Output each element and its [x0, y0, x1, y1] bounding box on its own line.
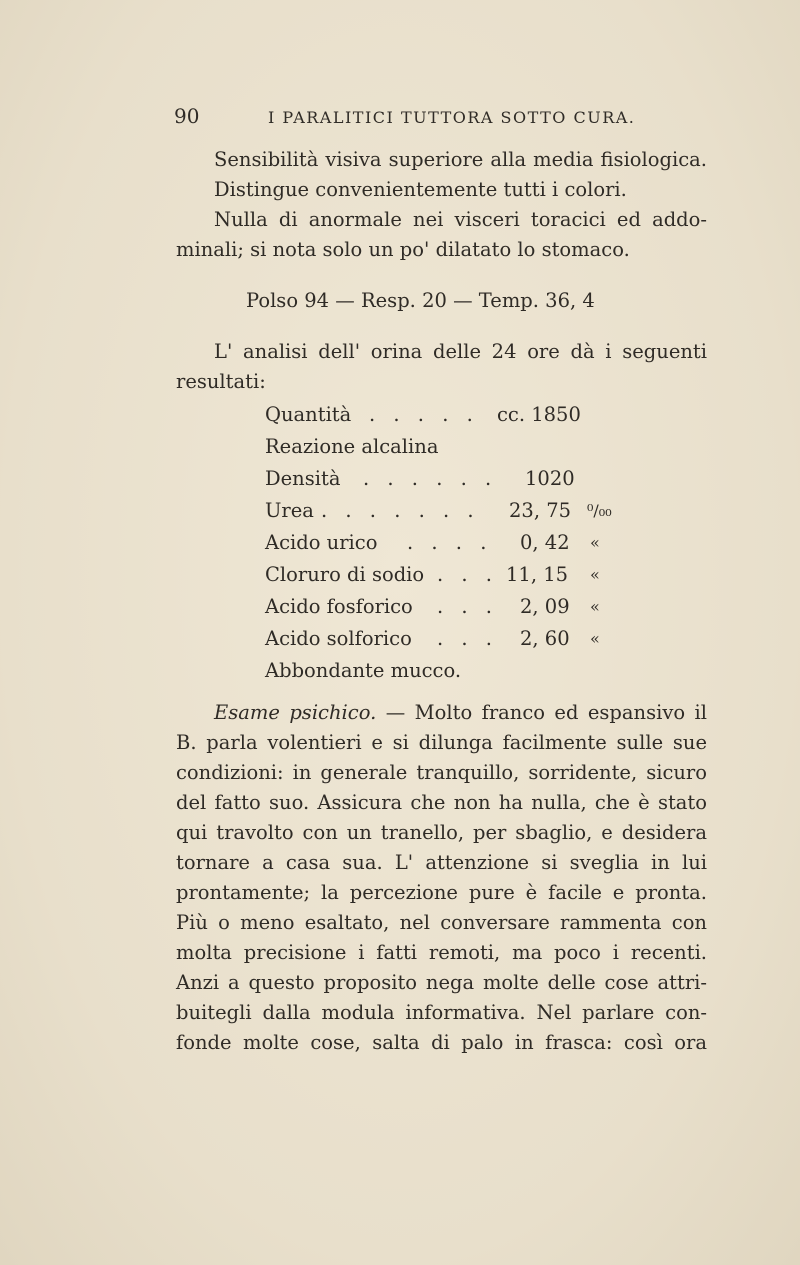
exam-line: fonde molte cose, salta di palo in frasca: così ora	[176, 1031, 707, 1054]
row-label: Densità	[265, 467, 341, 490]
table-row	[265, 659, 625, 685]
table-row	[265, 499, 625, 525]
row-value: 11, 15	[506, 563, 569, 586]
row-unit: ⁰/₀₀	[587, 501, 612, 520]
running-header	[174, 104, 714, 134]
table-row	[265, 531, 625, 557]
table-row	[265, 563, 625, 589]
row-value: 0, 42	[520, 531, 570, 554]
running-title: I PARALITICI TUTTORA SOTTO CURA.	[268, 108, 636, 127]
row-label: Abbondante mucco.	[265, 659, 462, 682]
intro-line: Sensibilità visiva superiore alla media fisiologica.	[214, 148, 707, 171]
row-label: Acido fosforico	[265, 595, 413, 618]
row-value: cc. 1850	[497, 403, 581, 426]
leader-dots: . . . . . . .	[321, 499, 480, 522]
exam-first-line	[214, 701, 707, 725]
leader-dots: . . .	[437, 627, 498, 650]
row-label: Reazione alcalina	[265, 435, 439, 458]
row-label: Urea	[265, 499, 314, 522]
leader-dots: . . .	[437, 595, 498, 618]
exam-line: molta precisione i fatti remoti, ma poco i recenti.	[176, 941, 707, 964]
exam-line: Anzi a questo proposito nega molte delle cose attri-	[176, 971, 707, 994]
exam-line: buitegli dalla modula informativa. Nel parlare con-	[176, 1001, 707, 1024]
exam-line: qui travolto con un tranello, per sbaglio, e desidera	[176, 821, 707, 844]
row-label: Cloruro di sodio	[265, 563, 425, 586]
exam-line: Più o meno esaltato, nel conversare rammenta con	[176, 911, 707, 934]
exam-line: del fatto suo. Assicura che non ha nulla, che è stato	[176, 791, 707, 814]
row-label: Acido solforico	[265, 627, 412, 650]
table-row	[265, 403, 625, 429]
exam-line: condizioni: in generale tranquillo, sorridente, sicuro	[176, 761, 707, 784]
intro-line: Nulla di anormale nei visceri toracici ed addo-	[214, 208, 707, 231]
intro-line: Distingue convenientemente tutti i colori.	[214, 178, 627, 201]
leader-dots: . . .	[437, 563, 498, 586]
exam-heading: Esame psichico.	[214, 701, 377, 724]
leader-dots: . . . . .	[369, 403, 479, 426]
table-row	[265, 467, 625, 493]
intro-line: minali; si nota solo un po' dilatato lo stomaco.	[176, 238, 630, 261]
row-value: 2, 09	[520, 595, 570, 618]
table-row	[265, 627, 625, 653]
exam-line: prontamente; la percezione pure è facile e pronta.	[176, 881, 707, 904]
row-value: 23, 75	[509, 499, 572, 522]
urine-intro-line: L' analisi dell' orina delle 24 ore dà i seguenti	[214, 340, 707, 363]
row-unit: «	[590, 533, 600, 552]
row-label: Quantità	[265, 403, 352, 426]
page-number: 90	[174, 104, 200, 128]
leader-dots: . . . .	[407, 531, 493, 554]
table-row	[265, 435, 625, 461]
exam-first-line-rest: — Molto franco ed espansivo il	[385, 701, 708, 724]
row-value: 2, 60	[520, 627, 570, 650]
row-unit: «	[590, 629, 600, 648]
row-value: 1020	[525, 467, 575, 490]
exam-line: tornare a casa sua. L' attenzione si sveglia in lui	[176, 851, 707, 874]
row-label: Acido urico	[265, 531, 378, 554]
row-unit: «	[590, 565, 600, 584]
leader-dots: . . . . . .	[363, 467, 498, 490]
table-row	[265, 595, 625, 621]
vitals-line: Polso 94 — Resp. 20 — Temp. 36, 4	[246, 289, 595, 312]
exam-line: B. parla volentieri e si dilunga facilmente sulle sue	[176, 731, 707, 754]
urine-intro-line: resultati:	[176, 370, 266, 393]
row-unit: «	[590, 597, 600, 616]
